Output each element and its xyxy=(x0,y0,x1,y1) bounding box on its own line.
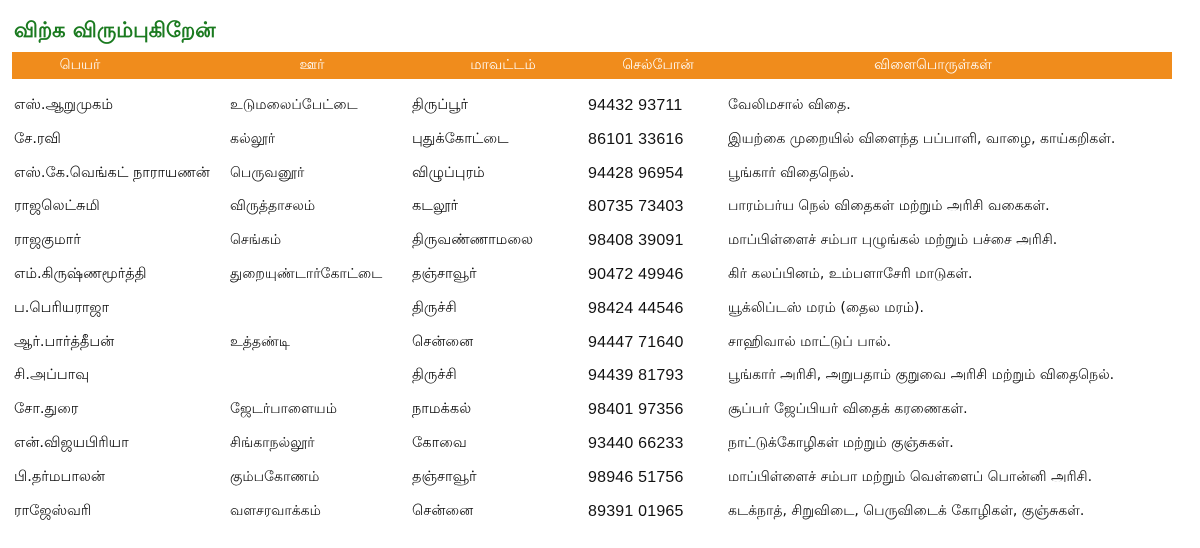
seller-products: வேலிமசால் விதை. xyxy=(728,97,851,113)
page-title: விற்க விரும்புகிறேன் xyxy=(14,18,216,42)
seller-town: துறையுண்டார்கோட்டை xyxy=(230,265,383,282)
seller-name: பி.தர்மபாலன் xyxy=(14,468,105,485)
table-row xyxy=(0,89,1200,123)
seller-name: எஸ்.ஆறுமுகம் xyxy=(14,97,114,113)
table-row xyxy=(0,461,1200,495)
seller-phone: 98424 44546 xyxy=(588,299,684,317)
column-header-district: மாவட்டம் xyxy=(470,57,536,73)
seller-phone: 94428 96954 xyxy=(588,164,684,182)
seller-name: சே.ரவி xyxy=(14,130,61,147)
seller-name: சோ.துரை xyxy=(14,401,79,418)
table-row xyxy=(0,258,1200,292)
seller-products: சாஹிவால் மாட்டுப் பால். xyxy=(728,333,892,350)
seller-town xyxy=(230,292,406,326)
seller-products: கடக்நாத், சிறுவிடை, பெருவிடைக் கோழிகள், குஞ்சுகள். xyxy=(728,502,1085,519)
seller-products: கிர் கலப்பினம், உம்பளாசேரி மாடுகள். xyxy=(728,265,973,282)
seller-town: பெருவனூர் xyxy=(230,164,305,181)
table-row xyxy=(0,359,1200,393)
seller-name: சி.அப்பாவு xyxy=(14,367,90,384)
seller-phone: 89391 01965 xyxy=(588,502,684,520)
seller-town: உடுமலைப்பேட்டை xyxy=(230,97,358,113)
seller-phone: 98946 51756 xyxy=(588,468,684,486)
seller-phone: 94447 71640 xyxy=(588,333,684,351)
seller-district: சென்னை xyxy=(412,333,474,350)
seller-district: கோவை xyxy=(412,434,467,451)
table-row xyxy=(0,224,1200,258)
seller-district: தஞ்சாவூர் xyxy=(412,265,477,282)
seller-products: மாப்பிள்ளைச் சம்பா புழுங்கல் மற்றும் பச்சை அரிசி. xyxy=(728,232,1058,249)
table-row xyxy=(0,123,1200,157)
table-row xyxy=(0,326,1200,360)
seller-district: நாமக்கல் xyxy=(412,401,472,418)
seller-town: ஜேடர்பாளையம் xyxy=(230,401,337,418)
seller-products: நாட்டுக்கோழிகள் மற்றும் குஞ்சுகள். xyxy=(728,434,954,451)
seller-name: ராஜகுமார் xyxy=(14,232,81,249)
seller-district: கடலூர் xyxy=(412,198,459,215)
seller-phone: 86101 33616 xyxy=(588,130,684,148)
seller-name: ராஜேஸ்வரி xyxy=(14,502,92,519)
seller-name: எஸ்.கே.வெங்கட் நாராயணன் xyxy=(14,164,210,181)
seller-name: எம்.கிருஷ்ணமூர்த்தி xyxy=(14,265,147,282)
column-header-name: பெயர் xyxy=(59,57,101,73)
column-header-products: விளைபொருள்கள் xyxy=(874,57,992,73)
seller-products: பாரம்பர்ய நெல் விதைகள் மற்றும் அரிசி வகைகள். xyxy=(728,198,1050,215)
seller-name: ப.பெரியராஜா xyxy=(14,299,110,316)
seller-district: புதுக்கோட்டை xyxy=(412,130,509,147)
table-row xyxy=(0,190,1200,224)
seller-products: இயற்கை முறையில் விளைந்த பப்பாளி, வாழை, காய்கறிகள். xyxy=(728,130,1116,147)
seller-phone: 90472 49946 xyxy=(588,265,684,283)
table-row xyxy=(0,157,1200,191)
column-header-phone: செல்போன் xyxy=(622,57,694,73)
seller-town: வளசரவாக்கம் xyxy=(230,502,321,519)
column-header-town: ஊர் xyxy=(299,57,325,73)
table-row xyxy=(0,393,1200,427)
seller-products: பூங்கார் அரிசி, அறுபதாம் குறுவை அரிசி மற்றும் விதைநெல். xyxy=(728,367,1115,384)
seller-town: கல்லூர் xyxy=(230,130,276,147)
seller-district: திருச்சி xyxy=(412,367,457,384)
seller-district: திருச்சி xyxy=(412,299,457,316)
seller-town: உத்தண்டி xyxy=(230,333,290,350)
seller-district: திருப்பூர் xyxy=(412,97,468,113)
seller-products: யூக்லிப்டஸ் மரம் (தைல மரம்). xyxy=(728,299,924,316)
seller-phone: 93440 66233 xyxy=(588,434,684,452)
seller-district: விழுப்புரம் xyxy=(412,164,485,181)
seller-phone: 98408 39091 xyxy=(588,232,684,250)
seller-phone: 94439 81793 xyxy=(588,367,684,385)
table-row xyxy=(0,292,1200,326)
table-row xyxy=(0,495,1200,529)
seller-town: விருத்தாசலம் xyxy=(230,198,316,215)
seller-phone: 98401 97356 xyxy=(588,401,684,419)
seller-products: மாப்பிள்ளைச் சம்பா மற்றும் வெள்ளைப் பொன்னி அரிசி. xyxy=(728,468,1093,485)
seller-phone: 94432 93711 xyxy=(588,97,683,114)
seller-products: சூப்பர் ஜேப்பியர் விதைக் கரணைகள். xyxy=(728,401,968,418)
seller-name: ஆர்.பார்த்தீபன் xyxy=(14,333,115,350)
seller-name: ராஜலெட்சுமி xyxy=(14,198,100,215)
seller-district: சென்னை xyxy=(412,502,474,519)
seller-table-body xyxy=(0,89,1200,528)
seller-town: கும்பகோணம் xyxy=(230,468,320,485)
seller-town xyxy=(230,359,406,393)
seller-district: தஞ்சாவூர் xyxy=(412,468,477,485)
table-row xyxy=(0,427,1200,461)
seller-phone: 80735 73403 xyxy=(588,198,684,216)
seller-name: என்.விஜயபிரியா xyxy=(14,434,129,451)
seller-town: செங்கம் xyxy=(230,232,282,249)
seller-town: சிங்காநல்லூர் xyxy=(230,434,315,451)
seller-district: திருவண்ணாமலை xyxy=(412,232,534,249)
table-header xyxy=(12,52,1172,79)
seller-products: பூங்கார் விதைநெல். xyxy=(728,164,855,181)
